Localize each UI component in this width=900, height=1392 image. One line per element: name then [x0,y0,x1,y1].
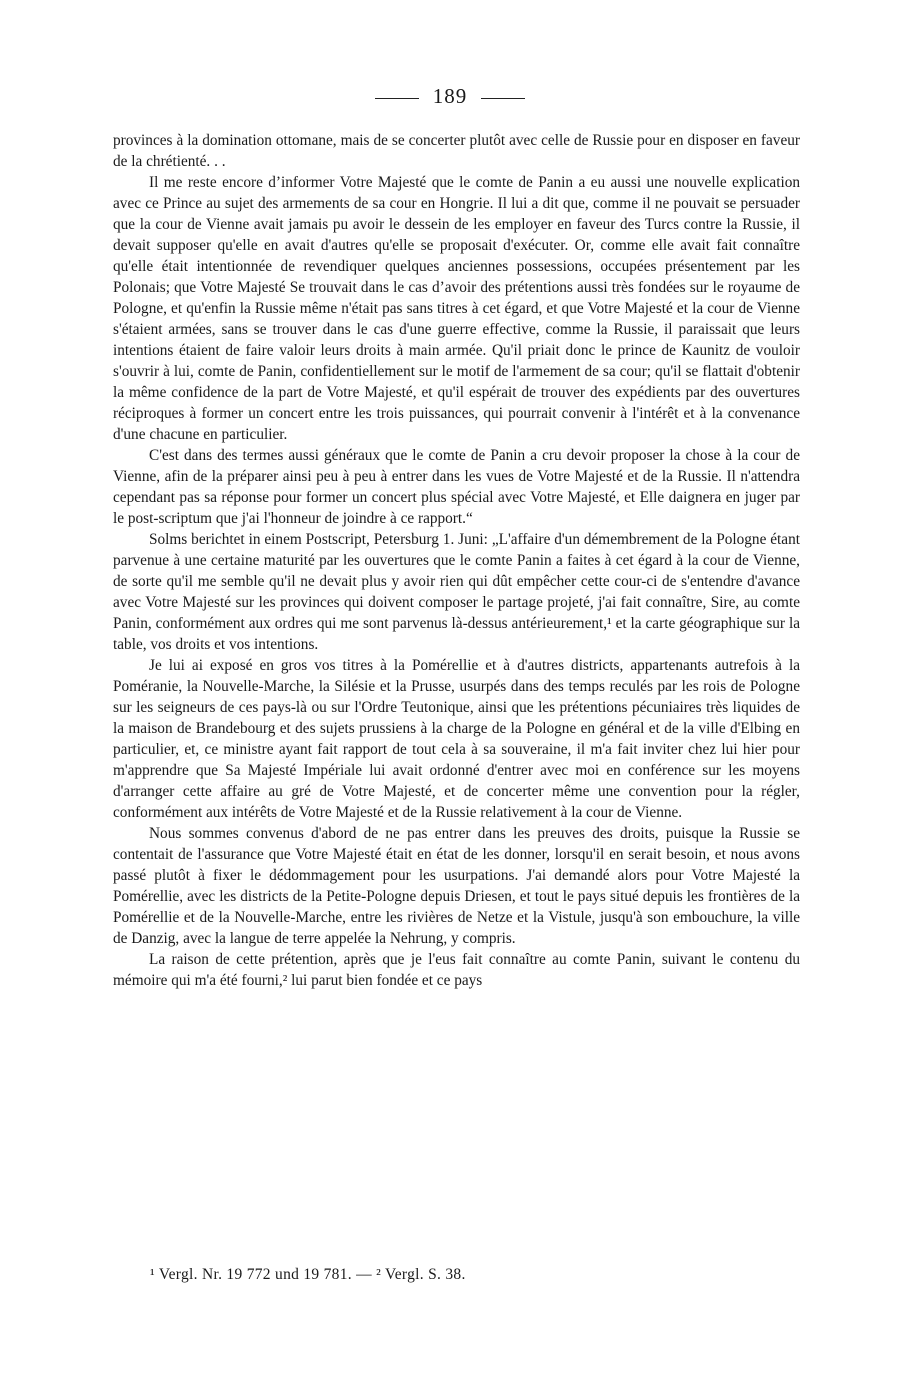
paragraph: Nous sommes convenus d'abord de ne pas entrer dans les preuves des droits, puisque la Russie se contentait de l'assurance que Votre Majesté était en état de les donner, lorsqu'il en serait besoin, et nous avons passé plutôt à fixer le dédommagement pour les usurpations. J'ai demandé alors pour Votre Majesté la Pomérellie, avec les districts de la Petite-Pologne depuis Driesen, et tout le pays situé depuis les frontières de la Pomérellie et de la Nouvelle-Marche, entre les rivières de Netze et la Vistule, jusqu'à son embouchure, la ville de Danzig, avec la langue de terre appelée la Nehrung, y compris. [113,825,800,947]
paragraph: La raison de cette prétention, après que je l'eus fait connaître au comte Panin, suivant le contenu du mémoire qui m'a été fourni,² lui parut bien fondée et ce pays [113,951,800,989]
paragraph: Il me reste encore d’informer Votre Majesté que le comte de Panin a eu aussi une nouvelle explication avec ce Prince au sujet des armements de sa cour en Hongrie. Il lui a dit que, comme il ne pouvait se persuader que la cour de Vienne avait jamais pu avoir le dessein de les employer en faveur des Turcs contre la Russie, il devait supposer qu'elle en avait d'autres qu'elle se proposait d'exécuter. Or, comme elle avait fait connaître qu'elle était intentionnée de revendiquer quelques anciennes possessions, occupées présentement par les Polonais; que Votre Majesté Se trouvait dans le cas d’avoir des prétentions aussi très fondées sur le royaume de Pologne, et qu'enfin la Russie même n'était pas sans titres à cet égard, et que Votre Majesté et la cour de Vienne s'étaient armées, sans se trouver dans le cas d'une guerre effective, comme la Russie, il paraissait que leurs intentions étaient de faire valoir leurs droits à main armée. Qu'il priait donc le prince de Kaunitz de vouloir s'ouvrir à lui, comte de Panin, confidentiellement sur le motif de l'armement de sa cour; qu'il se flattait d'obtenir la même confidence de la part de Votre Majesté, et qu'il espérait de trouver des expédients par des ouvertures réciproques à former un concert entre les trois puissances, qui pourrait convenir à l'intérêt et à la convenance d'une chacune en particulier. [113,174,800,443]
paragraph: C'est dans des termes aussi généraux que le comte de Panin a cru devoir proposer la chose à la cour de Vienne, afin de la préparer ainsi peu à peu à entrer dans les vues de Votre Majesté et de la Russie. Il n'attendra cependant pas sa réponse pour former un concert plus spécial avec Votre Majesté, et Elle daignera en juger par le post-scriptum que j'ai l'honneur de joindre à ce rapport.“ [113,447,800,527]
paragraph-continued: provinces à la domination ottomane, mais de se concerter plutôt avec celle de Russie pour en disposer en faveur de la chrétienté. . . [113,132,800,170]
page-number: 189 [432,84,468,108]
footnotes: ¹ Vergl. Nr. 19 772 und 19 781. — ² Vergl. S. 38. [150,1266,466,1283]
page-header [0,84,900,109]
header-rule-right [481,98,525,99]
header-rule-left [375,98,419,99]
paragraph: Je lui ai exposé en gros vos titres à la Pomérellie et à d'autres districts, appartenants autrefois à la Poméranie, la Nouvelle-Marche, la Silésie et la Prusse, usurpés dans des temps reculés par les rois de Pologne sur les seigneurs de ces pays-là ou sur l'Ordre Teutonique, ainsi que les prétentions pécuniaires très liquides de la maison de Brandebourg et des sujets prussiens à la charge de la Pologne en général et de la ville d'Elbing en particulier, et, ce ministre ayant fait rapport de tout cela à sa souveraine, il m'a fait inviter chez lui hier pour m'apprendre que Sa Majesté Impériale lui avait ordonné d'entrer avec moi en conférence sur les moyens d'arranger cette affaire au gré de Votre Majesté, et de concerter même une convention pour la régler, conformément aux intérêts de Votre Majesté et de la Russie relativement à la cour de Vienne. [113,657,800,821]
paragraph: Solms berichtet in einem Postscript, Petersburg 1. Juni: „L'affaire d'un démembrement de la Pologne étant parvenue à une certaine maturité par les ouvertures que le comte Panin a faites à cet égard à la cour de Vienne, de sorte qu'il me semble qu'il ne devait plus y avoir rien qui dût empêcher cette cour-ci de s'entendre d'avance avec Votre Majesté sur les provinces qui doivent composer le partage projeté, j'ai fait connaître, Sire, au comte Panin, conformément aux ordres qui me sont parvenus là-dessus antérieurement,¹ et la carte géographique sur la table, vos droits et vos intentions. [113,531,800,653]
body-text [113,130,800,991]
